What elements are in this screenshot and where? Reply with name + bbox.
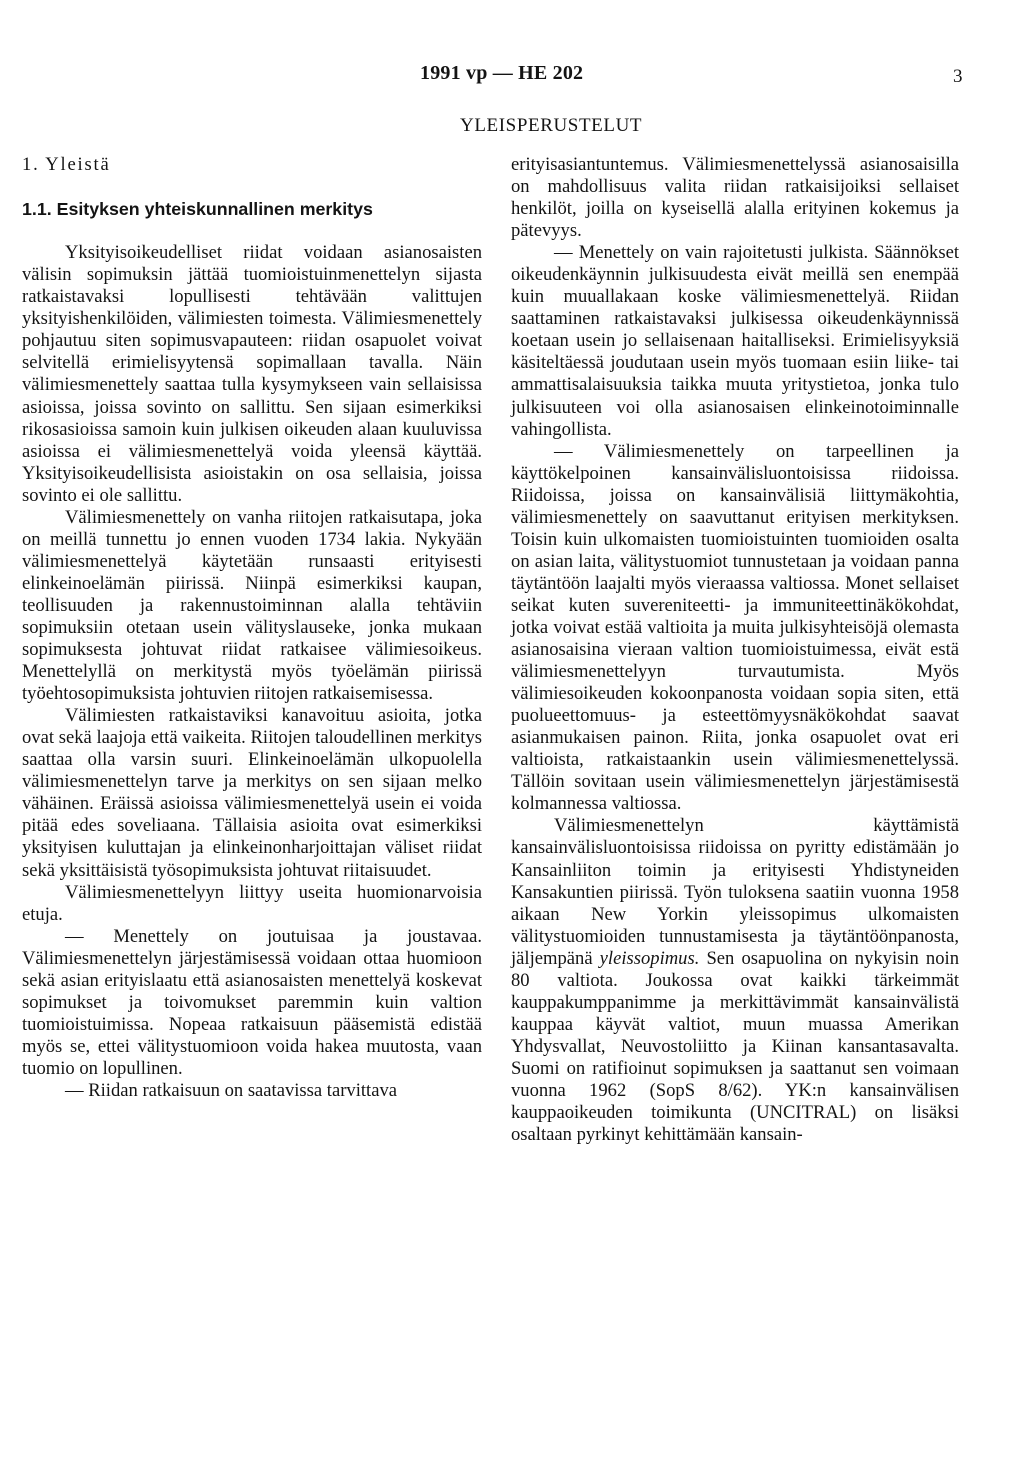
heading-level-2: 1.1. Esityksen yhteiskunnallinen merkitys	[22, 199, 373, 220]
left-column	[22, 154, 482, 1102]
list-item: — Menettely on vain rajoitetusti julkista. Säännökset oikeudenkäynnin julkisuudesta eivät meillä sen enempää kuin muuallakaan koske välimiesmenettelyä. Riidan saattaminen ratkaistavaksi julkisessa oikeudenkäynnissä koetaan usein jo sellaisenaan haitalliseksi. Erimielisyyksiä käsiteltäessä joudutaan usein myös tuomaan esiin liike- tai ammattisalaisuuksia taikka muuta yritystietoa, jonka tulo julkisuuteen voi olla asianosaisen elinkeinotoiminnalle vahingollista.	[511, 242, 959, 440]
heading-level-1: 1. Yleistä	[22, 154, 111, 175]
paragraph-continued: erityisasiantuntemus. Välimiesmenettelyssä asianosaisilla on mahdollisuus valita riidan ratkaisijoiksi sellaiset henkilöt, joilla on kyseisellä alalla erityinen kokemus ja pätevyys.	[511, 154, 959, 242]
paragraph: Välimiesten ratkaistaviksi kanavoituu asioita, jotka ovat sekä laajoja että vaikeita. Riitojen taloudellinen merkitys saattaa olla varsin suuri. Elinkeinoelämän ulkopuolella välimiesmenettelyn tarve ja merkitys on sen sijaan melko vähäinen. Eräissä asioissa välimiesmenettelyä usein ei voida pitää edes soveliaana. Tällaisia asioita ovat esimerkiksi yksityisen kuluttajan ja elinkeinonharjoittajan väliset riidat sekä yksittäisistä työsopimuksista johtuvat riitaisuudet.	[22, 705, 482, 881]
paragraph-text: Välimiesmenettelyn käyttämistä kansainvälisluontoisissa riidoissa on pyritty edistämään jo Kansainliiton toimin ja erityisesti Yhdistyneiden Kansakuntien piirissä. Työn tuloksena saatiin vuonna 1958 aikaan New Yorkin yleissopimus ulkomaisten välitystuomioiden tunnustamisesta ja täytäntöönpanosta, jäljempänä	[511, 815, 959, 969]
list-item: — Välimiesmenettely on tarpeellinen ja käyttökelpoinen kansainvälisluontoisissa riidoissa. Riidoissa, joissa on kansainvälisiä liittymäkohtia, välimiesmenettely on saavuttanut erityisen merkityksen. Toisin kuin ulkomaisten tuomioistuinten tuomioiden osalta on asian laita, välitystuomiot tunnustetaan ja voidaan panna täytäntöön laajalti myös vieraassa valtiossa. Monet sellaiset seikat kuten suvereniteetti- ja immuniteettinäkökohdat, jotka voivat estää valtioita ja muita julkisyhteisöjä olemasta asianosaisina vieraan valtion tuomioistuimessa, eivät estä välimiesmenettelyyn turvautumista. Myös välimiesoikeuden kokoonpanosta voidaan sopia siten, että puolueettomuus- ja esteettömyysnäkökohdat saavat asianmukaisen painon. Riita, jonka osapuolet ovat eri valtioista, ratkaistaankin usein välimiesmenettelyssä. Tällöin sovitaan usein välimiesmenettelyn järjestämisestä kolmannessa valtiossa.	[511, 440, 959, 815]
list-item: — Menettely on joutuisaa ja joustavaa. Välimiesmenettelyn järjestämisessä voidaan ottaa huomioon sekä asian erityislaatu että asianosaisten menettelyä koskevat sopimukset ja toivomukset paremmin kuin valtion tuomioistuimissa. Nopeaa ratkaisuun pääsemistä edistää myös se, ettei välitystuomioon voida hakea muutosta, vaan tuomio on lopullinen.	[22, 925, 482, 1079]
section-title: YLEISPERUSTELUT	[460, 115, 643, 136]
right-column	[511, 154, 959, 1146]
paragraph: Välimiesmenettely on vanha riitojen ratkaisutapa, joka on meillä tunnettu jo ennen vuoden 1734 lakia. Nykyään välimiesmenettelyä käytetään runsaasti erityisesti elinkeinoelämän piirissä. Niinpä esimerkiksi kaupan, teollisuuden ja rakennustoiminnan alalla tehtäviin sopimuksiin otetaan usein välityslauseke, jonka mukaan sopimuksesta johtuvat riidat ratkaisee välimiesoikeus. Menettelyllä on merkitystä myös työelämän piirissä työehtosopimuksista johtuvien riitojen ratkaisemisessa.	[22, 506, 482, 705]
paragraph: Välimiesmenettelyyn liittyy useita huomionarvoisia etuja.	[22, 881, 482, 925]
emphasis-term: yleissopimus.	[599, 947, 700, 969]
page-number: 3	[953, 66, 963, 87]
paragraph: Yksityisoikeudelliset riidat voidaan asianosaisten välisin sopimuksin jättää tuomioistuinmenettelyn sijasta ratkaistavaksi lopullisesti tehtävään valittujen yksityishenkilöiden, välimiesten toimesta. Välimiesmenettely pohjautuu siten sopimusvapauteen: riidan osapuolet voivat selvitellä erimielisyytensä sopimallaan tavalla. Näin välimiesmenettely saattaa tulla kysymykseen vain sellaisissa asioissa, joissa sovinto on sallittu. Sen sijaan esimerkiksi rikosasioissa samoin kuin julkisen oikeuden alaan kuuluvissa asioissa ei välimiesmenettelyä voida yleensä käyttää. Yksityisoikeudellisista asioistakin on osa sellaisia, joissa sovinto ei ole sallittu.	[22, 242, 482, 506]
page-header	[0, 62, 1024, 92]
document-title: 1991 vp — HE 202	[420, 62, 584, 84]
paragraph-text: Sen osapuolina on nykyisin noin 80 valtiota. Joukossa ovat kaikki tärkeimmät kauppakumppanimme ja merkittävimmät kansainvälistä kauppaa käyvät valtiot, muun muassa Amerikan Yhdysvallat, Neuvostoliitto ja Kiinan kansantasavalta. Suomi on ratifioinut sopimuksen ja saattanut sen voimaan vuonna 1962 (SopS 8/62). YK:n kansainvälisen kauppaoikeuden toimikunta (UNCITRAL) on lisäksi osaltaan pyrkinyt kehittämään kansain-	[511, 947, 959, 1146]
list-item: — Riidan ratkaisuun on saatavissa tarvittava	[65, 1079, 398, 1101]
paragraph	[511, 815, 959, 1146]
